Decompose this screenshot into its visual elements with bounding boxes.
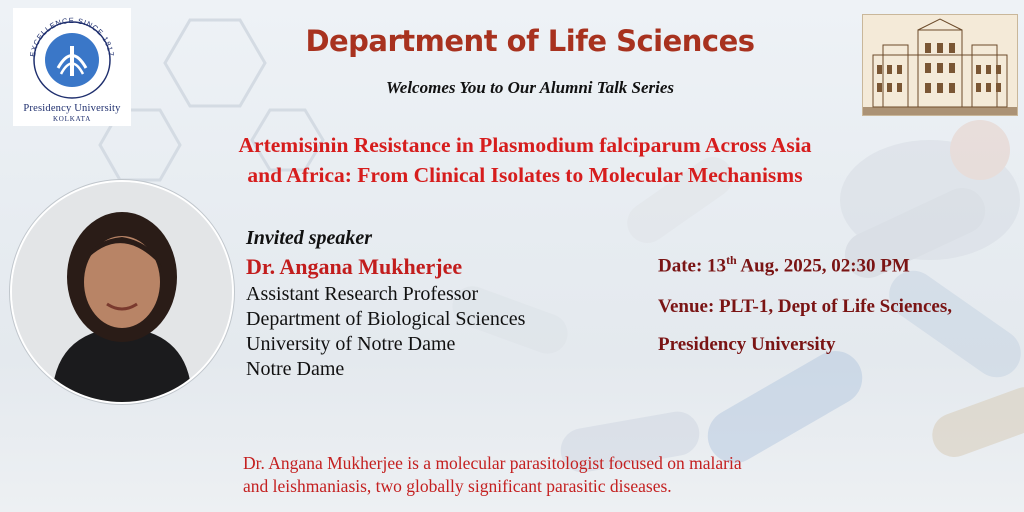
date-rest: Aug. 2025, 02:30 PM: [736, 255, 910, 277]
speaker-name: Dr. Angana Mukherjee: [246, 254, 463, 279]
bio-line-1: Dr. Angana Mukherjee is a molecular parasitologist focused on malaria: [243, 453, 742, 473]
invited-speaker-label: Invited speaker: [246, 227, 373, 249]
event-venue-line-2: Presidency University: [658, 334, 836, 355]
talk-title-line-2: and Africa: From Clinical Isolates to Molecular Mechanisms: [247, 163, 803, 187]
speaker-position: Assistant Research Professor: [246, 283, 479, 305]
talk-title-line-1: Artemisinin Resistance in Plasmodium falciparum Across Asia: [238, 133, 812, 157]
department-title: Department of Life Sciences: [305, 24, 755, 58]
welcome-subtitle: Welcomes You to Our Alumni Talk Series: [385, 78, 675, 97]
event-venue-line-1: Venue: PLT-1, Dept of Life Sciences,: [658, 296, 952, 317]
event-date: [658, 253, 910, 277]
building-sketch-icon: [863, 15, 1017, 115]
heritage-building-image: [862, 14, 1018, 116]
logo-arc-text: EXCELLENCE SINCE 1817: [28, 15, 116, 58]
talk-title: [150, 130, 900, 190]
speaker-portrait-icon: [12, 182, 232, 402]
bio-line-2: and leishmaniasis, two globally significant parasitic diseases.: [243, 476, 672, 496]
logo-city: KOLKATA: [52, 115, 92, 123]
date-ordinal-suffix: th: [726, 253, 737, 267]
logo-university-name: Presidency University: [23, 103, 121, 114]
university-logo: [13, 8, 131, 126]
speaker-location: Notre Dame: [246, 358, 345, 380]
date-prefix: Date: 13: [658, 255, 727, 277]
speaker-portrait-image: [10, 180, 234, 404]
university-logo-icon: [13, 8, 131, 104]
speaker-bio: [243, 452, 883, 498]
speaker-university: University of Notre Dame: [246, 333, 456, 355]
speaker-department: Department of Biological Sciences: [246, 308, 526, 330]
speaker-details: [246, 224, 606, 382]
